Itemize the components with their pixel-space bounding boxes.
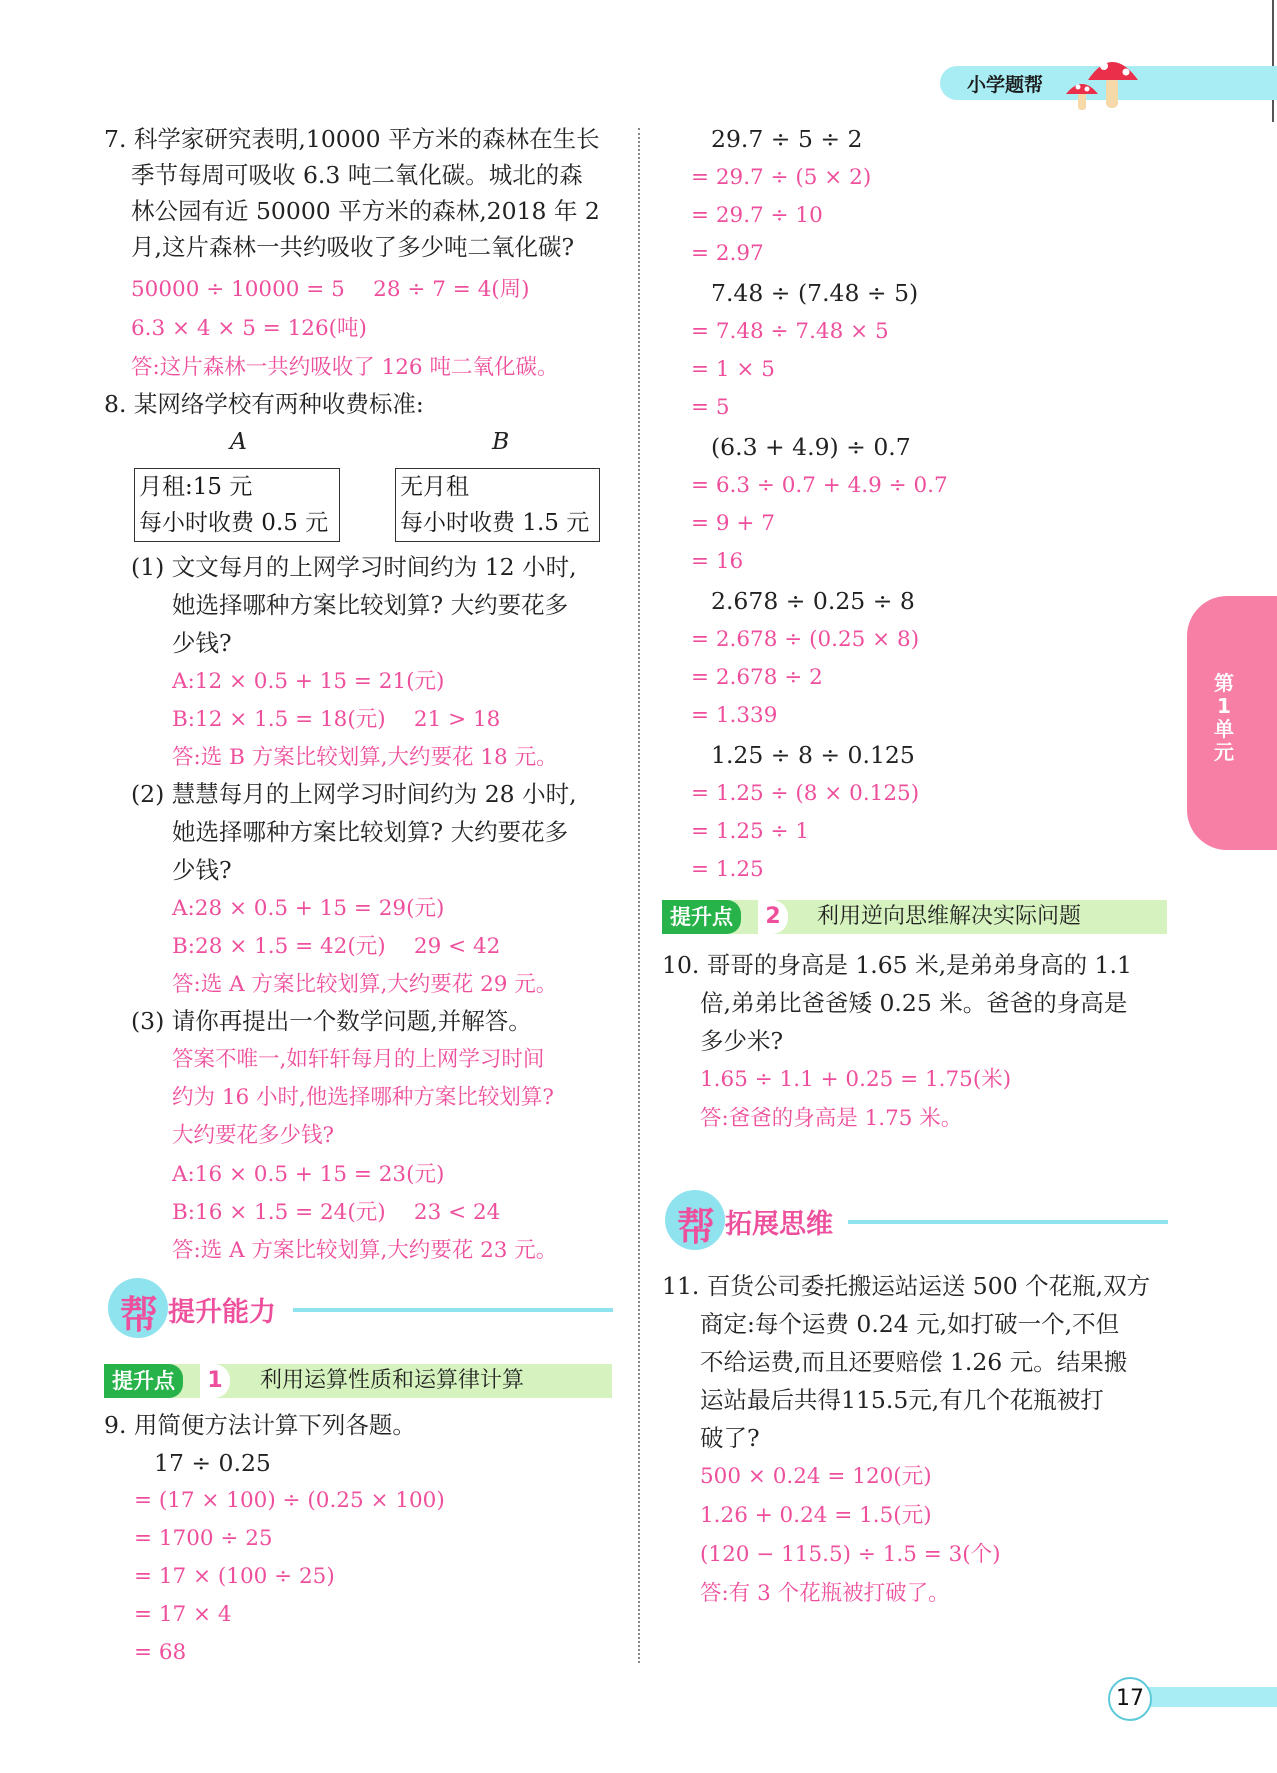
point-number: 2 (758, 900, 788, 934)
q9-step: = 9 + 7 (691, 511, 775, 536)
q8-part1: 她选择哪种方案比较划算? 大约要花多 (172, 591, 569, 619)
q8-answer1: 答:选 B 方案比较划算,大约要花 18 元。 (172, 745, 558, 770)
q9-step: = 2.678 ÷ 2 (691, 665, 823, 690)
q11-answer: (120 − 115.5) ÷ 1.5 = 3(个) (700, 1542, 1001, 1567)
q10-line: 倍,弟弟比爸爸矮 0.25 米。爸爸的身高是 (700, 989, 1128, 1017)
q8-answer1: A:12 × 0.5 + 15 = 21(元) (172, 669, 445, 694)
point-title: 利用逆向思维解决实际问题 (817, 904, 1082, 929)
q9-step: = 1.25 (691, 857, 764, 882)
point-tag: 提升点 (662, 900, 741, 934)
q8-stem: 8. 某网络学校有两种收费标准: (104, 390, 424, 418)
q9-step: = 7.48 ÷ 7.48 × 5 (691, 319, 889, 344)
q8-answer2: B:28 × 1.5 = 42(元) 29 < 42 (172, 934, 501, 959)
q8-answer3: A:16 × 0.5 + 15 = 23(元) (172, 1162, 445, 1187)
bang-glyph: 帮 (677, 1205, 716, 1249)
section-title-text: 拓展思维 (725, 1209, 833, 1240)
q9-step: = 17 × (100 ÷ 25) (134, 1564, 335, 1589)
q9-step: = 1 × 5 (691, 357, 775, 382)
q10-answer: 1.65 ÷ 1.1 + 0.25 = 1.75(米) (700, 1067, 1012, 1092)
q11-line: 破了? (700, 1424, 760, 1452)
q8-answer3: B:16 × 1.5 = 24(元) 23 < 24 (172, 1200, 501, 1225)
q9-step: = 29.7 ÷ 10 (691, 203, 823, 228)
plan-a-line: 月租:15 元 (139, 474, 253, 500)
q7-line: 7. 科学家研究表明,10000 平方米的森林在生长 (104, 125, 600, 153)
q9-step: = 1.25 ÷ 1 (691, 819, 810, 844)
section-title-text: 提升能力 (168, 1297, 276, 1328)
q9-step: = 1700 ÷ 25 (134, 1526, 273, 1551)
point-tag: 提升点 (104, 1364, 183, 1398)
q8-answer3: 答案不唯一,如轩轩每月的上网学习时间 (172, 1047, 545, 1072)
q9-step: = 29.7 ÷ (5 × 2) (691, 165, 872, 190)
q9-step: = 6.3 ÷ 0.7 + 4.9 ÷ 0.7 (691, 473, 948, 498)
q9-step: = 2.97 (691, 241, 764, 266)
plan-b-line: 每小时收费 1.5 元 (400, 510, 590, 536)
q7-line: 季节每周可吸收 6.3 吨二氧化碳。城北的森 (131, 161, 583, 189)
plan-a-line: 每小时收费 0.5 元 (139, 510, 329, 536)
point-banner-2 (662, 900, 1167, 934)
q8-part2: 少钱? (172, 856, 232, 884)
q7-line: 林公园有近 50000 平方米的森林,2018 年 2 (131, 197, 600, 225)
q8-answer2: A:28 × 0.5 + 15 = 29(元) (172, 896, 445, 921)
q7-answer: 答:这片森林一共约吸收了 126 吨二氧化碳。 (131, 355, 559, 380)
q11-answer: 500 × 0.24 = 120(元) (700, 1464, 932, 1489)
point-title: 利用运算性质和运算律计算 (260, 1368, 525, 1393)
q10-answer: 答:爸爸的身高是 1.75 米。 (700, 1106, 963, 1131)
q8-part2: (2) 慧慧每月的上网学习时间约为 28 小时, (131, 780, 577, 808)
q11-line: 11. 百货公司委托搬运站运送 500 个花瓶,双方 (662, 1272, 1151, 1300)
q11-answer: 答:有 3 个花瓶被打破了。 (700, 1581, 950, 1606)
unit-label: 第1单元 (1214, 671, 1234, 764)
q9-expression: 2.678 ÷ 0.25 ÷ 8 (711, 587, 915, 615)
header-title: 小学题帮 (967, 74, 1044, 96)
q9-expression: 1.25 ÷ 8 ÷ 0.125 (711, 741, 915, 769)
q11-line: 不给运费,而且还要赔偿 1.26 元。结果搬 (700, 1348, 1128, 1376)
q8-part3: (3) 请你再提出一个数学问题,并解答。 (131, 1007, 532, 1035)
q9-stem: 9. 用简便方法计算下列各题。 (104, 1411, 416, 1439)
q10-line: 10. 哥哥的身高是 1.65 米,是弟弟身高的 1.1 (662, 951, 1132, 979)
section-title-expand (665, 1190, 1168, 1250)
q9-expression: 17 ÷ 0.25 (154, 1449, 271, 1477)
q9-step: = 2.678 ÷ (0.25 × 8) (691, 627, 920, 652)
q9-expression: 7.48 ÷ (7.48 ÷ 5) (711, 279, 919, 307)
q11-answer: 1.26 + 0.24 = 1.5(元) (700, 1503, 932, 1528)
point-banner-1 (104, 1364, 612, 1398)
q11-line: 运站最后共得115.5元,有几个花瓶被打 (700, 1386, 1104, 1414)
q7-line: 月,这片森林一共约吸收了多少吨二氧化碳? (131, 233, 575, 261)
plan-a-box (134, 468, 340, 542)
q8-answer1: B:12 × 1.5 = 18(元) 21 > 18 (172, 707, 501, 732)
q11-line: 商定:每个运费 0.24 元,如打破一个,不但 (700, 1310, 1120, 1338)
q7-answer: 50000 ÷ 10000 = 5 28 ÷ 7 = 4(周) (131, 277, 530, 302)
section-rule (848, 1220, 1168, 1224)
q8-part2: 她选择哪种方案比较划算? 大约要花多 (172, 818, 569, 846)
q9-expression: (6.3 + 4.9) ÷ 0.7 (711, 433, 911, 461)
q9-step: = 1.25 ÷ (8 × 0.125) (691, 781, 920, 806)
mushroom-icon (1060, 44, 1150, 116)
plan-b-line: 无月租 (400, 474, 469, 500)
q9-step: = (17 × 100) ÷ (0.25 × 100) (134, 1488, 445, 1513)
q9-step: = 16 (691, 549, 744, 574)
q8-answer2: 答:选 A 方案比较划算,大约要花 29 元。 (172, 972, 558, 997)
q8-part1: 少钱? (172, 629, 232, 657)
q10-line: 多少米? (700, 1027, 784, 1055)
q9-step: = 1.339 (691, 703, 778, 728)
page-number: 17 (1108, 1677, 1152, 1721)
q8-answer3: 大约要花多少钱? (172, 1123, 335, 1148)
plan-a-label: A (230, 427, 247, 455)
q8-answer3: 约为 16 小时,他选择哪种方案比较划算? (172, 1085, 554, 1110)
bang-glyph: 帮 (120, 1293, 159, 1337)
q8-answer3: 答:选 A 方案比较划算,大约要花 23 元。 (172, 1238, 558, 1263)
plan-b-box (395, 468, 600, 542)
section-rule (293, 1308, 613, 1312)
page-edge-line (1272, 0, 1274, 122)
q9-step: = 68 (134, 1640, 187, 1665)
section-title-improve (108, 1278, 613, 1338)
point-number: 1 (200, 1364, 230, 1398)
column-divider (638, 128, 640, 1663)
q8-part1: (1) 文文每月的上网学习时间约为 12 小时, (131, 553, 577, 581)
q9-step: = 17 × 4 (134, 1602, 232, 1627)
q7-answer: 6.3 × 4 × 5 = 126(吨) (131, 316, 367, 341)
plan-b-label: B (492, 427, 510, 455)
q9-step: = 5 (691, 395, 730, 420)
q9-expression: 29.7 ÷ 5 ÷ 2 (711, 125, 863, 153)
page-number-bar (1130, 1687, 1277, 1707)
unit-side-tab (1187, 596, 1277, 850)
